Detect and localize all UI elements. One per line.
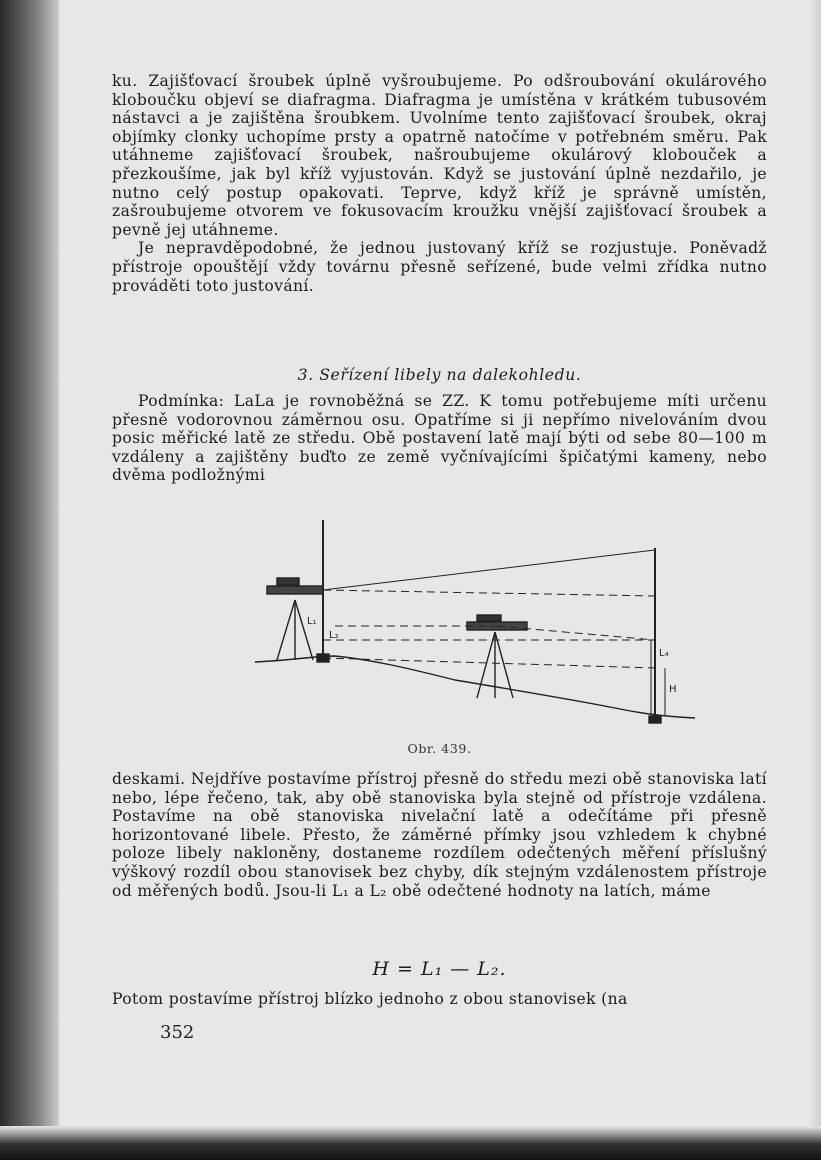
paragraph-5: Potom postavíme přístroj blízko jednoho z obou stanovisek (na xyxy=(112,990,628,1008)
label-h: H xyxy=(669,684,677,695)
left-instrument xyxy=(267,586,323,594)
paragraph-3: Podmínka: LaLa je rovnoběžná se ZZ. K tomu potřebujeme míti určenu přesně vodorovnou záměrnou osu. Opatříme si ji nepřímo nivelováním dvou posic měřické latě ze středu. Obě postavení latě mají býti od sebe 80—100 m vzdáleny a zajištěny buďto ze země vyčnívajícími špičatými kameny, nebo dvěma podložnými xyxy=(112,392,767,485)
scan-binding-shadow xyxy=(0,0,60,1160)
paragraph-1: ku. Zajišťovací šroubek úplně vyšroubujeme. Po odšroubování okulárového kloboučku objeví se diafragma. Diafragma je umístěna v krátkém tubusovém nástavci a je zajištěna šroubkem. Uvolníme tento zajišťovací šroubek, okraj objímky clonky uchopíme prsty a opatrně natočíme v potřebném směru. Pak utáhneme zajišťovací šroubek, našroubujeme okulárový klobouček a přezkoušíme, jak byl kříž vyjustován. Když se justování úplně nezdařilo, je nutno celý postup opakovati. Teprve, když kříž je správně umístěn, zašroubujeme otvorem ve fokusovacím kroužku vnější zajišťovací šroubek a pevně jej utáhneme. xyxy=(112,72,767,239)
figure-439-diagram xyxy=(255,520,695,735)
formula: H = L₁ — L₂. xyxy=(372,958,507,980)
label-l2: L₂ xyxy=(329,630,339,641)
figure-caption: Obr. 439. xyxy=(407,741,472,756)
label-l4: L₄ xyxy=(659,648,669,659)
paragraph-2: Je nepravděpodobné, že jednou justovaný kříž se rozjustuje. Poněvadž přístroje opouštějí vždy továrnu přesně seřízené, bude velmi zřídka nutno prováděti toto justování. xyxy=(112,239,767,295)
page-number: 352 xyxy=(160,1022,195,1043)
scan-right-edge xyxy=(809,0,821,1160)
ground-line xyxy=(255,656,695,718)
paragraph-4: deskami. Nejdříve postavíme přístroj přesně do středu mezi obě stanoviska latí nebo, lépe řečeno, tak, aby obě stanoviska byla stejně od přístroje vzdálena. Postavíme na obě stanoviska nivelační latě a odečítáme při přesně horizontované libele. Přesto, že záměrné přímky jsou vzhledem k chybné poloze libely nakloněny, dostaneme rozdílem odečtených měření příslušný výškový rozdíl obou stanovisek bez chyby, dík stejným vzdálenostem přístroje od měřených bodů. Jsou-li L₁ a L₂ obě odečtené hodnoty na latích, máme xyxy=(112,770,767,900)
label-l1: L₁ xyxy=(307,616,317,627)
text-block-top xyxy=(112,72,767,295)
section-heading: 3. Seřízení libely na dalekohledu. xyxy=(297,366,582,384)
scan-bottom-shadow xyxy=(0,1126,821,1160)
